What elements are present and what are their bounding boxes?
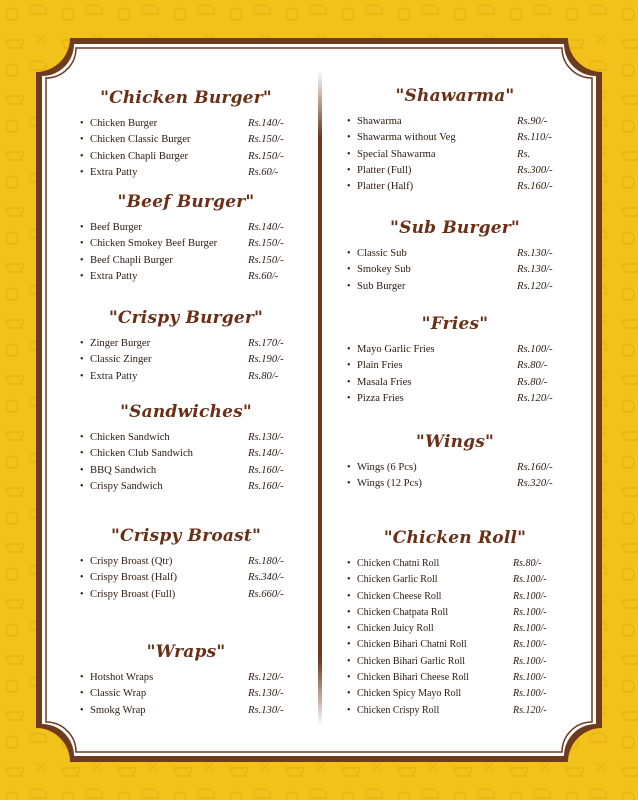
menu-item — [78, 269, 294, 285]
item-price: Rs.90/- — [517, 116, 548, 127]
item-price: Rs.80/- — [517, 360, 548, 372]
section-crispy-broast — [78, 524, 294, 603]
item-price: Rs.170/- — [248, 338, 284, 349]
menu-item — [345, 637, 565, 653]
item-price: Rs.320/- — [517, 478, 553, 490]
menu-item — [345, 342, 565, 358]
item-price: Rs.110/- — [517, 132, 552, 144]
menu-item — [345, 358, 565, 374]
section-wings — [345, 430, 565, 493]
item-price: Rs.100/- — [517, 344, 553, 355]
item-price: Rs.120/- — [517, 280, 553, 292]
item-name: Crispy Broast (Qtr) — [90, 556, 173, 567]
menu-item — [345, 589, 565, 605]
item-price: Rs.340/- — [248, 572, 284, 584]
menu-item — [78, 132, 294, 148]
item-price: Rs.150/- — [248, 254, 284, 266]
item-name: Classic Sub — [357, 248, 407, 259]
item-price: Rs.100/- — [513, 672, 547, 684]
item-name: Chicken Garlic Roll — [357, 574, 438, 586]
menu-item — [345, 391, 565, 407]
item-name: Masala Fries — [357, 376, 412, 388]
item-name: Chicken Juicy Roll — [357, 623, 434, 635]
item-name: Plain Fries — [357, 360, 403, 372]
item-price: Rs.150/- — [248, 238, 284, 250]
item-price: Rs.130/- — [248, 432, 284, 443]
menu-item — [345, 279, 565, 295]
item-price: Rs.80/- — [517, 376, 548, 388]
section-title: "Fries" — [421, 314, 489, 334]
item-name: Zinger Burger — [90, 338, 151, 349]
item-price: Rs.180/- — [248, 556, 284, 567]
menu-item — [345, 605, 565, 621]
menu-item — [345, 621, 565, 637]
item-price: Rs.80/- — [513, 558, 542, 569]
section-title: "Crispy Broast" — [110, 526, 261, 546]
menu-item — [345, 476, 565, 492]
section-beef-burger — [78, 190, 294, 285]
menu-item — [78, 463, 294, 479]
item-name: Chicken Chatpata Roll — [357, 606, 449, 618]
item-name: Special Shawarma — [357, 148, 436, 160]
item-name: Chicken Bihari Cheese Roll — [357, 672, 469, 684]
item-name: Crispy Sandwich — [90, 480, 163, 492]
item-name: Wings (12 Pcs) — [357, 478, 422, 490]
item-name: Mayo Garlic Fries — [357, 344, 435, 355]
section-title: "Chicken Burger" — [100, 88, 272, 108]
menu-item — [78, 686, 294, 702]
item-name: Shawarma — [357, 116, 402, 127]
item-name: Beef Chapli Burger — [90, 254, 173, 266]
item-price: Rs.160/- — [517, 181, 553, 193]
item-name: Classic Wrap — [90, 688, 147, 700]
menu-item — [78, 236, 294, 252]
menu-item — [78, 554, 294, 570]
item-price: Rs.160/- — [517, 462, 553, 473]
menu-item — [345, 572, 565, 588]
item-name: Extra Patty — [90, 166, 138, 178]
item-price: Rs.160/- — [248, 464, 284, 476]
menu-item — [78, 352, 294, 368]
menu-item — [345, 163, 565, 179]
item-price: Rs.140/- — [248, 222, 284, 233]
menu-item — [78, 430, 294, 446]
menu-item — [345, 556, 565, 572]
item-name: Hotshot Wraps — [90, 672, 154, 683]
menu-item — [78, 336, 294, 352]
item-price: Rs.140/- — [248, 118, 284, 129]
item-price: Rs.120/- — [248, 672, 284, 683]
section-title: "Shawarma" — [395, 86, 515, 106]
item-name: Crispy Broast (Half) — [90, 572, 178, 584]
item-name: Platter (Half) — [357, 181, 414, 193]
item-name: Chicken Sandwich — [90, 432, 170, 443]
section-title: "Crispy Burger" — [108, 308, 264, 328]
item-name: Extra Patty — [90, 270, 138, 282]
menu-item — [78, 165, 294, 181]
section-chicken-roll — [345, 526, 565, 719]
item-price: Rs.80/- — [248, 370, 279, 382]
menu-item — [345, 686, 565, 702]
item-name: Beef Burger — [90, 222, 142, 233]
item-name: Shawarma without Veg — [357, 132, 456, 144]
menu-item — [78, 253, 294, 269]
item-price: Rs.100/- — [513, 639, 547, 651]
item-name: Pizza Fries — [357, 392, 404, 404]
item-name: Chicken Bihari Garlic Roll — [357, 655, 466, 667]
section-wraps — [78, 640, 294, 719]
item-price: Rs.660/- — [248, 588, 284, 600]
section-title: "Wraps" — [146, 642, 226, 662]
item-name: Smokey Sub — [357, 264, 411, 276]
item-name: Chicken Chapli Burger — [90, 150, 189, 162]
item-price: Rs.100/- — [513, 606, 547, 618]
menu-item — [78, 670, 294, 686]
item-price: Rs.130/- — [248, 704, 284, 716]
section-crispy-burger — [78, 306, 294, 385]
section-sub-burger — [345, 216, 565, 295]
item-name: Smokg Wrap — [90, 704, 146, 716]
menu-item — [345, 654, 565, 670]
item-name: Sub Burger — [357, 280, 406, 292]
item-price: Rs.150/- — [248, 134, 284, 146]
item-price: Rs.130/- — [248, 688, 284, 700]
item-price: Rs.120/- — [517, 392, 553, 404]
item-price: Rs.60/- — [248, 270, 279, 282]
menu-item — [345, 460, 565, 476]
item-price: Rs.100/- — [513, 590, 547, 602]
column-divider — [318, 70, 322, 726]
menu-item — [345, 179, 565, 195]
menu-item — [78, 479, 294, 495]
section-sandwiches — [78, 400, 294, 495]
menu-item — [345, 262, 565, 278]
item-name: Classic Zinger — [90, 354, 152, 366]
section-title: "Beef Burger" — [117, 192, 255, 212]
item-name: Chicken Bihari Chatni Roll — [357, 639, 467, 651]
menu-item — [345, 147, 565, 163]
item-price: Rs.150/- — [248, 150, 284, 162]
section-fries — [345, 312, 565, 407]
menu-item — [78, 116, 294, 132]
item-price: Rs.120/- — [513, 704, 547, 716]
item-price: Rs.190/- — [248, 354, 284, 366]
item-price: Rs.300/- — [517, 164, 553, 176]
menu-item — [345, 246, 565, 262]
item-name: Chicken Cheese Roll — [357, 590, 442, 602]
menu-item — [78, 369, 294, 385]
menu-item — [345, 703, 565, 719]
menu-item — [345, 670, 565, 686]
section-shawarma — [345, 84, 565, 195]
menu-item — [78, 446, 294, 462]
section-title: "Sub Burger" — [390, 218, 520, 238]
item-name: Chicken Chatni Roll — [357, 558, 440, 569]
item-price: Rs.100/- — [513, 655, 547, 667]
item-name: Chicken Burger — [90, 118, 158, 129]
item-name: Crispy Broast (Full) — [90, 588, 176, 600]
menu-item — [345, 130, 565, 146]
item-price: Rs.130/- — [517, 248, 553, 259]
item-name: Chicken Spicy Mayo Roll — [357, 688, 462, 700]
menu-item — [78, 149, 294, 165]
item-name: Chicken Club Sandwich — [90, 448, 193, 460]
item-price: Rs. — [517, 148, 531, 160]
item-price: Rs.100/- — [513, 574, 547, 586]
item-price: Rs.60/- — [248, 166, 279, 178]
menu-item — [345, 114, 565, 130]
item-name: Extra Patty — [90, 370, 138, 382]
section-title: "Chicken Roll" — [383, 528, 527, 548]
menu-item — [78, 220, 294, 236]
menu-item — [78, 703, 294, 719]
item-price: Rs.100/- — [513, 623, 547, 635]
item-name: BBQ Sandwich — [90, 464, 157, 476]
item-name: Chicken Smokey Beef Burger — [90, 238, 218, 250]
menu-item — [78, 587, 294, 603]
item-name: Chicken Classic Burger — [90, 134, 191, 146]
section-title: "Wings" — [415, 432, 495, 452]
item-price: Rs.130/- — [517, 264, 553, 276]
item-name: Platter (Full) — [357, 164, 412, 176]
menu-item — [345, 375, 565, 391]
section-title: "Sandwiches" — [120, 402, 252, 422]
item-name: Chicken Crispy Roll — [357, 704, 440, 716]
item-name: Wings (6 Pcs) — [357, 462, 417, 473]
item-price: Rs.160/- — [248, 480, 284, 492]
item-price: Rs.100/- — [513, 688, 547, 700]
section-chicken-burger — [78, 86, 294, 181]
item-price: Rs.140/- — [248, 448, 284, 460]
menu-item — [78, 570, 294, 586]
